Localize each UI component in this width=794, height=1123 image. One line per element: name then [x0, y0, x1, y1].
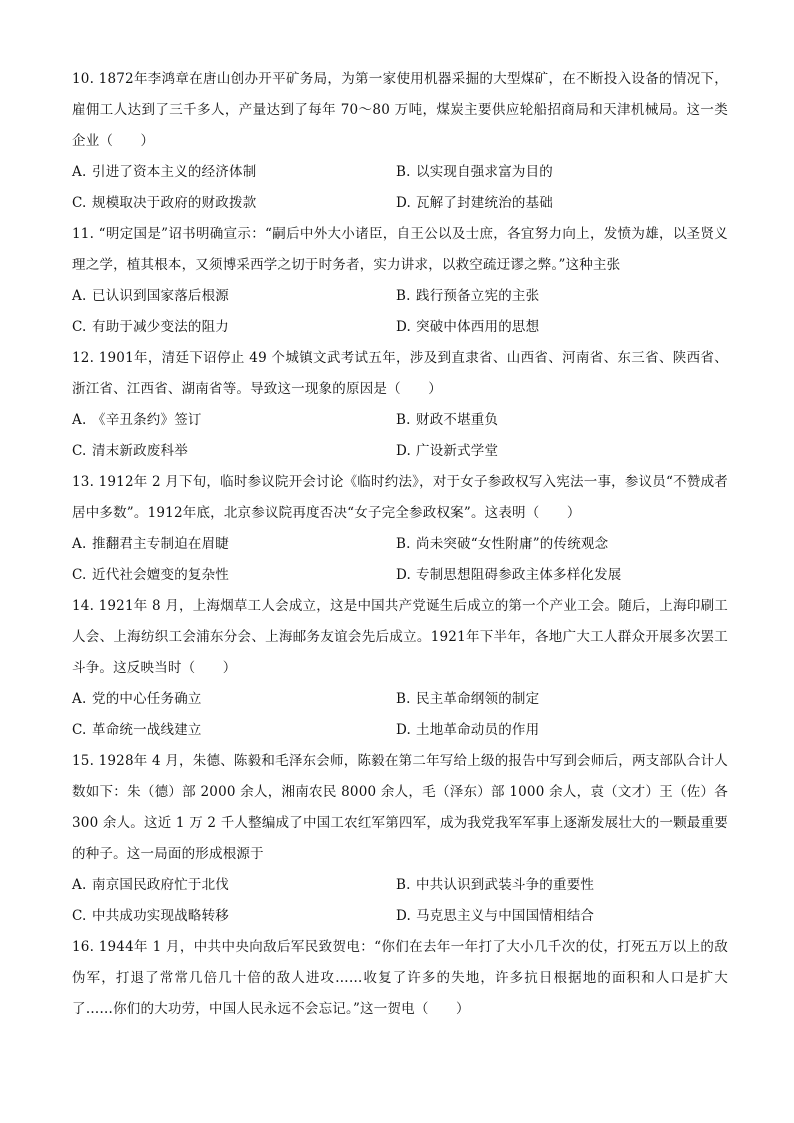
- question-15: [72, 746, 728, 932]
- options-grid: [72, 157, 728, 219]
- option-a: [72, 405, 396, 436]
- question-10: [72, 64, 728, 219]
- option-c: [72, 312, 396, 343]
- option-text: 引进了资本主义的经济体制: [92, 164, 257, 180]
- option-letter: C.: [72, 319, 87, 335]
- options-grid: [72, 684, 728, 746]
- option-text: 近代社会嬗变的复杂性: [92, 567, 229, 583]
- option-text: 专制思想阻碍参政主体多样化发展: [416, 567, 622, 583]
- option-text: 民主革命纲领的制定: [416, 691, 540, 707]
- options-grid: [72, 529, 728, 591]
- option-a: [72, 529, 396, 560]
- option-b: [396, 281, 728, 312]
- question-stem: 12. 1901年，清廷下诏停止 49 个城镇文武考试五年，涉及到直隶省、山西省、河南省、东三省、陕西省、浙江省、江西省、湖南省等。导致这一现象的原因是（ ）: [72, 350, 728, 397]
- option-letter: D.: [396, 722, 412, 738]
- question-stem: 16. 1944年 1 月，中共中央向敌后军民致贺电：“你们在去年一年打了大小几千次的仗，打死五万以上的敌伪军，打退了常常几倍几十倍的敌人进攻……收复了许多的失地，许多抗日根据地的面积和人口是扩大了……你们的大功劳，中国人民永远不会忘记。”这一贺电（ ）: [72, 939, 728, 1017]
- question-13: [72, 467, 728, 591]
- option-b: [396, 684, 728, 715]
- options-grid: [72, 405, 728, 467]
- option-a: [72, 281, 396, 312]
- question-stem: 15. 1928年 4 月，朱德、陈毅和毛泽东会师，陈毅在第二年写给上级的报告中写到会师后，两支部队合计人数如下：朱（德）部 2000 余人，湘南农民 8000 余人，毛（泽东）部 1000 余人，袁（文才）王（佐）各 300 余人。这近 1 万 2 千人整编成了中国工农红军第四军，成为我党我军军事上逐渐发展壮大的一颗最重要的种子。这一局面的形成根源于: [72, 753, 728, 862]
- option-a: [72, 157, 396, 188]
- option-letter: D.: [396, 443, 412, 459]
- option-text: 有助于减少变法的阻力: [92, 319, 229, 335]
- option-letter: A.: [72, 164, 87, 180]
- option-text: 中共成功实现战略转移: [92, 908, 229, 924]
- question-stem: 14. 1921年 8 月，上海烟草工人会成立，这是中国共产党诞生后成立的第一个产业工会。随后，上海印刷工人会、上海纺织工会浦东分会、上海邮务友谊会先后成立。1921年下半年，各地广大工人群众开展多次罢工斗争。这反映当时（ ）: [72, 598, 728, 676]
- question-stem: 13. 1912年 2 月下旬，临时参议院开会讨论《临时约法》，对于女子参政权写入宪法一事，参议员“不赞成者居中多数”。1912年底，北京参议院再度否决“女子完全参政权案”。这表明（ ）: [72, 474, 728, 521]
- option-letter: C.: [72, 722, 87, 738]
- option-letter: B.: [396, 412, 411, 428]
- option-text: 践行预备立宪的主张: [416, 288, 540, 304]
- option-text: 革命统一战线建立: [92, 722, 202, 738]
- question-11: [72, 219, 728, 343]
- options-grid: [72, 870, 728, 932]
- option-d: [396, 436, 728, 467]
- option-letter: D.: [396, 195, 412, 211]
- option-c: [72, 715, 396, 746]
- option-text: 瓦解了封建统治的基础: [416, 195, 553, 211]
- option-letter: A.: [72, 412, 87, 428]
- option-letter: B.: [396, 536, 411, 552]
- option-text: 《辛丑条约》签订: [92, 412, 202, 428]
- option-text: 中共认识到武装斗争的重要性: [416, 877, 595, 893]
- option-letter: B.: [396, 877, 411, 893]
- option-text: 清末新政废科举: [92, 443, 188, 459]
- option-c: [72, 436, 396, 467]
- option-b: [396, 870, 728, 901]
- option-letter: C.: [72, 443, 87, 459]
- option-letter: C.: [72, 567, 87, 583]
- option-text: 财政不堪重负: [416, 412, 499, 428]
- option-d: [396, 901, 728, 932]
- option-a: [72, 870, 396, 901]
- option-letter: D.: [396, 567, 412, 583]
- option-letter: B.: [396, 691, 411, 707]
- option-text: 南京国民政府忙于北伐: [92, 877, 229, 893]
- option-b: [396, 157, 728, 188]
- option-text: 马克思主义与中国国情相结合: [416, 908, 595, 924]
- option-text: 尚未突破“女性附庸”的传统观念: [416, 536, 609, 552]
- question-14: [72, 591, 728, 746]
- option-letter: C.: [72, 195, 87, 211]
- option-letter: A.: [72, 877, 87, 893]
- option-text: 土地革命动员的作用: [416, 722, 540, 738]
- option-letter: D.: [396, 319, 412, 335]
- option-letter: B.: [396, 164, 411, 180]
- question-12: [72, 343, 728, 467]
- option-b: [396, 529, 728, 560]
- question-16: [72, 932, 728, 1025]
- option-text: 规模取决于政府的财政拨款: [92, 195, 257, 211]
- option-letter: A.: [72, 288, 87, 304]
- option-letter: A.: [72, 691, 87, 707]
- options-grid: [72, 281, 728, 343]
- option-text: 广设新式学堂: [416, 443, 499, 459]
- option-d: [396, 560, 728, 591]
- option-c: [72, 560, 396, 591]
- option-letter: C.: [72, 908, 87, 924]
- question-list: [72, 64, 728, 1025]
- option-text: 推翻君主专制迫在眉睫: [92, 536, 229, 552]
- option-a: [72, 684, 396, 715]
- option-c: [72, 901, 396, 932]
- option-c: [72, 188, 396, 219]
- option-text: 已认识到国家落后根源: [92, 288, 229, 304]
- question-stem: 10. 1872年李鸿章在唐山创办开平矿务局，为第一家使用机器采掘的大型煤矿，在不断投入设备的情况下，雇佣工人达到了三千多人，产量达到了每年 70～80 万吨，煤炭主要供应轮船招商局和天津机械局。这一类企业（ ）: [72, 71, 728, 149]
- option-d: [396, 715, 728, 746]
- option-text: 突破中体西用的思想: [416, 319, 540, 335]
- option-text: 以实现自强求富为目的: [416, 164, 553, 180]
- option-letter: D.: [396, 908, 412, 924]
- option-d: [396, 188, 728, 219]
- option-b: [396, 405, 728, 436]
- option-letter: A.: [72, 536, 87, 552]
- question-stem: 11. “明定国是”诏书明确宣示：“嗣后中外大小诸臣，自王公以及士庶，各宜努力向上，发愤为雄，以圣贤义理之学，植其根本，又须博采西学之切于时务者，实力讲求，以救空疏迂谬之弊。”这种主张: [72, 226, 728, 273]
- option-d: [396, 312, 728, 343]
- option-letter: B.: [396, 288, 411, 304]
- option-text: 党的中心任务确立: [92, 691, 202, 707]
